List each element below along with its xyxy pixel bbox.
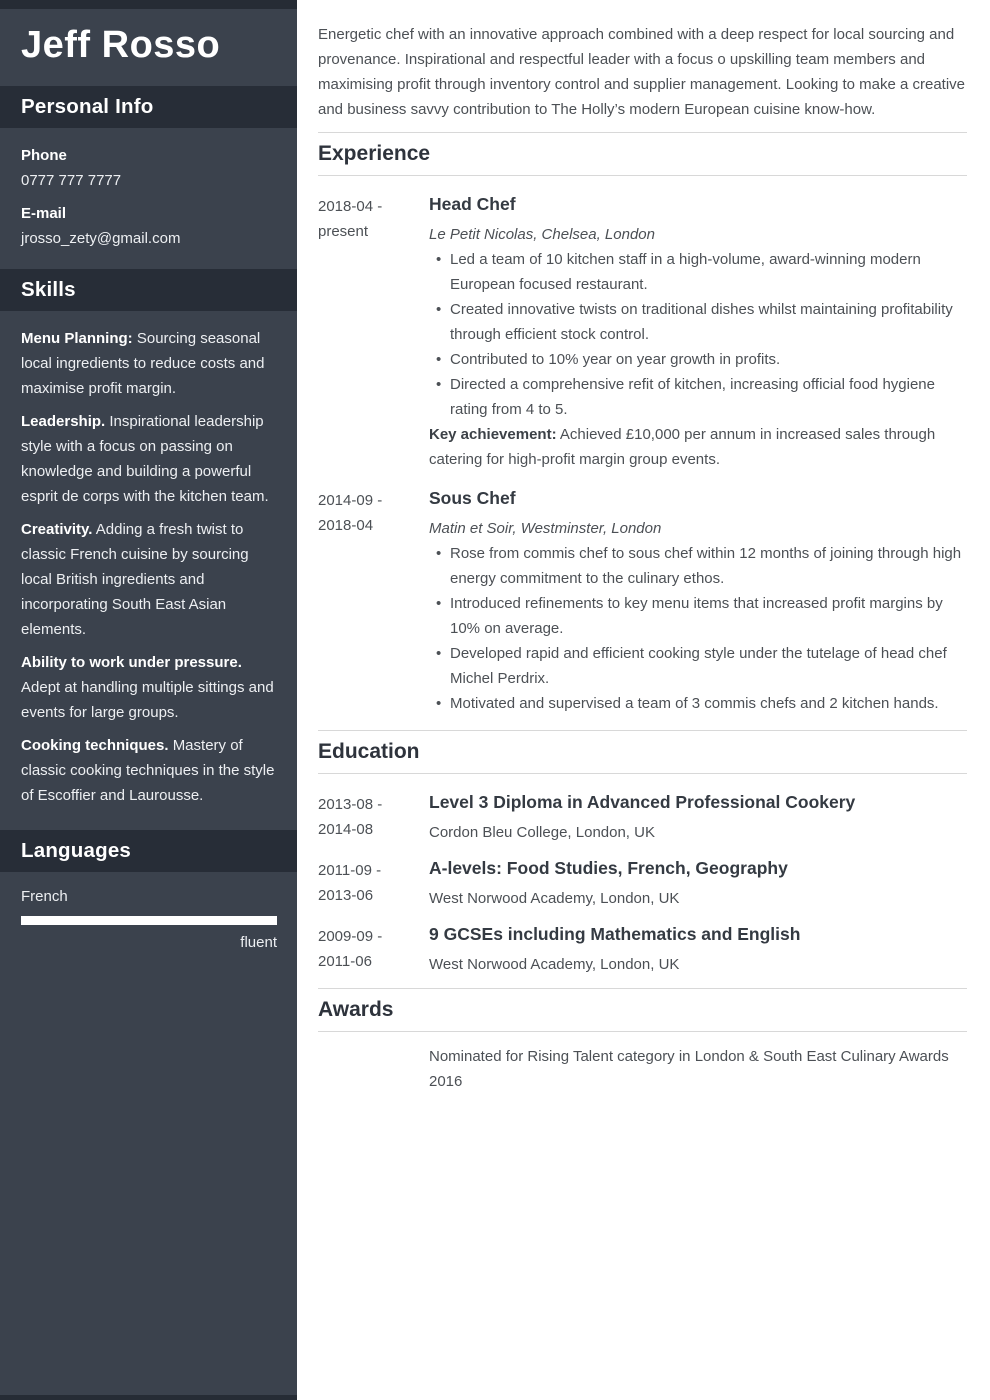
key-achievement [429,422,967,472]
award-text: Nominated for Rising Talent category in London & South East Culinary Awards 2016 [429,1048,949,1090]
job-bullet: • Contributed to 10% year on year growth in profits. [429,347,967,372]
job-title: Head Chef [429,194,516,214]
entry-body [429,856,967,911]
skill-text: Inspirational leadership style with a focus on passing on knowledge and building a powerful esprit de corps with the kitchen team. [21,413,269,505]
entry-dates [318,486,429,716]
skill-text: Mastery of classic cooking techniques in the style of Escoffier and Laurousse. [21,737,275,804]
sidebar-bottom-strip [0,1395,297,1400]
date-start: 2011-09 - [318,862,382,879]
phone-field [21,143,277,193]
date-end: 2018-04 [318,517,374,534]
date-start: 2009-09 - [318,928,383,945]
entry-dates [318,922,429,977]
skill-lead: Ability to work under pressure. [21,654,242,671]
entry-dates-empty [318,1044,429,1094]
skill-lead: Creativity. [21,521,93,538]
sidebar [0,0,297,1400]
job-bullet: • Led a team of 10 kitchen staff in a high-volume, award-winning modern European focused restaurant. [429,247,967,297]
education-entry [318,922,967,977]
key-achievement-text: Achieved £10,000 per annum in increased sales through catering for high-profit margin group events. [429,426,936,468]
languages-body [0,872,297,965]
date-end: 2013-06 [318,887,374,904]
skill-item [21,517,277,642]
experience-entries [318,176,967,716]
job-bullet: • Directed a comprehensive refit of kitchen, increasing official food hygiene rating from 4 to 5. [429,372,967,422]
skill-text: Adept at handling multiple sittings and events for large groups. [21,679,274,721]
education-entries [318,774,967,977]
sidebar-top-strip [0,0,297,9]
job-bullets [429,541,967,716]
degree-title: A-levels: Food Studies, French, Geography [429,858,788,878]
company-name: Le Petit Nicolas, Chelsea, London [429,226,655,243]
entry-dates [318,790,429,845]
personal-info-body [0,128,297,269]
personal-info-title: Personal Info [21,95,154,118]
languages-title: Languages [21,839,132,862]
job-bullet: • Rose from commis chef to sous chef within 12 months of joining through high energy commitment to the culinary ethos. [429,541,967,591]
entry-body [429,790,967,845]
company-name: Matin et Soir, Westminster, London [429,520,662,537]
experience-section-header [318,132,967,176]
school-name: Cordon Bleu College, London, UK [429,824,655,841]
date-start: 2018-04 - [318,198,383,215]
phone-label: Phone [21,147,67,164]
job-bullet: • Developed rapid and efficient cooking style under the tutelage of head chef Michel Perdrix. [429,641,967,691]
skill-item [21,326,277,401]
date-end: present [318,223,369,240]
job-title: Sous Chef [429,488,516,508]
experience-title: Experience [318,142,431,165]
language-level-bar [21,916,277,925]
skill-lead: Menu Planning: [21,330,133,347]
skill-item [21,733,277,808]
email-label: E-mail [21,205,67,222]
language-level-bar-fill [21,916,277,925]
degree-title: Level 3 Diploma in Advanced Professional Cookery [429,792,856,812]
candidate-name: Jeff Rosso [21,24,221,66]
school-name: West Norwood Academy, London, UK [429,956,680,973]
job-bullet: • Introduced refinements to key menu items that increased profit margins by 10% on average. [429,591,967,641]
language-level-label: fluent [240,934,277,951]
skills-body [0,311,297,830]
phone-value: 0777 777 7777 [21,172,122,189]
skill-item [21,409,277,509]
personal-info-header [0,86,297,128]
education-section-header [318,730,967,774]
awards-title: Awards [318,998,394,1021]
awards-section-header [318,988,967,1032]
experience-entry [318,486,967,716]
entry-body [429,486,967,716]
skill-text: Sourcing seasonal local ingredients to reduce costs and maximise profit margin. [21,330,265,397]
entry-body [429,192,967,472]
education-entry [318,856,967,911]
skill-lead: Leadership. [21,413,106,430]
skills-title: Skills [21,278,76,301]
skill-item [21,650,277,725]
entry-dates [318,192,429,472]
date-start: 2013-08 - [318,796,383,813]
date-end: 2014-08 [318,821,374,838]
languages-header [0,830,297,872]
job-bullet: • Created innovative twists on traditional dishes whilst maintaining profitability through efficient stock control. [429,297,967,347]
entry-body [429,922,967,977]
job-bullet: • Motivated and supervised a team of 3 commis chefs and 2 kitchen hands. [429,691,967,716]
date-start: 2014-09 - [318,492,383,509]
email-value: jrosso_zety@gmail.com [21,230,181,247]
award-entry [318,1044,967,1094]
profile-summary: Energetic chef with an innovative approach combined with a deep respect for local sourcing and provenance. Inspirational and respectful leader with a focus o upskilling team members and maximising profit through inventory control and supplier management. Looking to make a creative and business savvy contribution to The Holly’s modern European cuisine know-how. [318,26,966,118]
education-title: Education [318,740,420,763]
skill-text: Adding a fresh twist to classic French cuisine by sourcing local British ingredients and incorporating South East Asian elements. [21,521,249,638]
resume-main [297,0,990,1400]
key-achievement-label: Key achievement: [429,426,557,443]
skills-header [0,269,297,311]
email-field [21,201,277,251]
job-bullets [429,247,967,422]
experience-entry [318,192,967,472]
education-entry [318,790,967,845]
date-end: 2011-06 [318,953,372,970]
skill-lead: Cooking techniques. [21,737,169,754]
language-name: French [21,888,68,905]
degree-title: 9 GCSEs including Mathematics and English [429,924,801,944]
school-name: West Norwood Academy, London, UK [429,890,680,907]
entry-body [429,1044,967,1094]
entry-dates [318,856,429,911]
